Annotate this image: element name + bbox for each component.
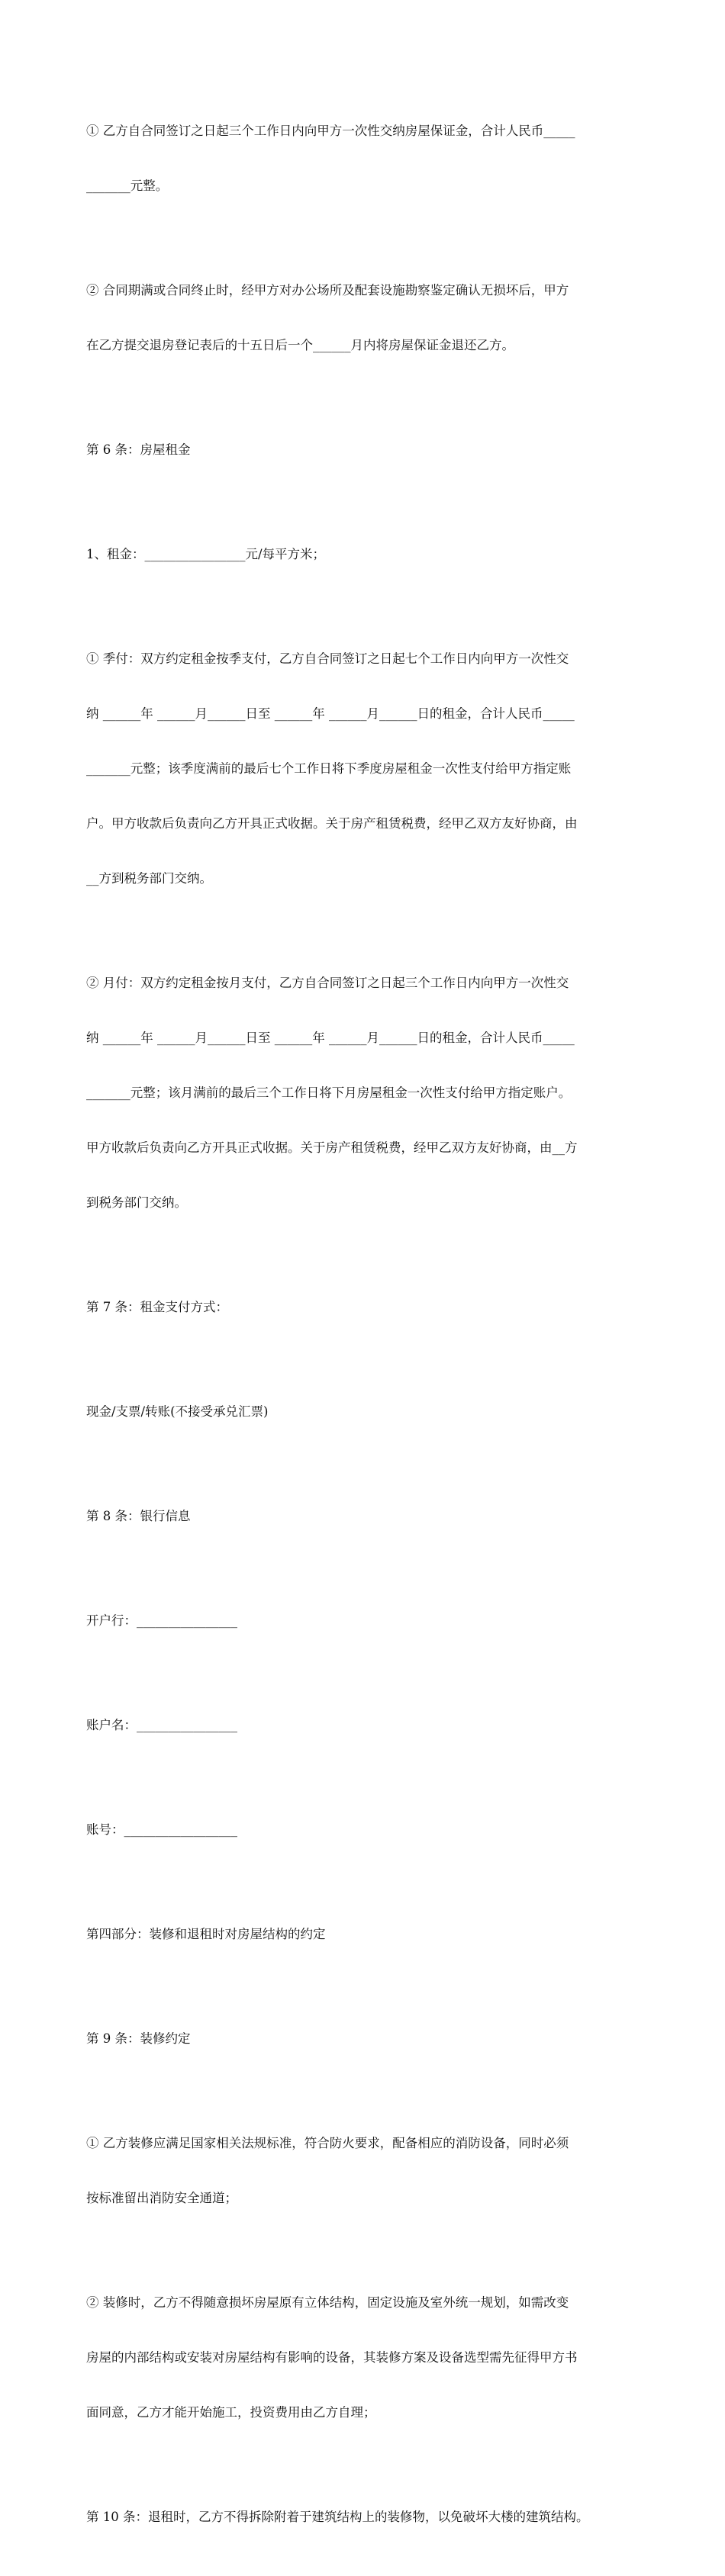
field-account-name [86, 1680, 643, 1771]
text-line: _______元整；该季度满前的最后七个工作日将下季度房屋租金一次性支付给甲方指定账 [86, 761, 572, 776]
text-line: 现金/支票/转账(不接受承兑汇票) [86, 1404, 269, 1419]
article-9-heading [86, 1993, 643, 2085]
text-line: __方到税务部门交纳。 [86, 871, 212, 886]
article-10-paragraph [86, 2471, 643, 2563]
paragraph-payment-methods [86, 1366, 643, 1458]
field-bank-name [86, 1575, 643, 1667]
text-line: 面同意，乙方才能开始施工，投资费用由乙方自理； [86, 2405, 376, 2420]
text-line: 第 9 条：装修约定 [86, 2031, 191, 2046]
text-line: 第 6 条：房屋租金 [86, 442, 191, 457]
text-line: 按标准留出消防安全通道； [86, 2191, 237, 2205]
text-line: 到税务部门交纳。 [86, 1195, 187, 1210]
paragraph-quarterly-payment [86, 613, 643, 925]
paragraph-fire-safety [86, 2098, 643, 2244]
paragraph-rent-rate [86, 509, 643, 600]
text-line: ① 乙方装修应满足国家相关法规标准，符合防火要求，配备相应的消防设备，同时必须 [86, 2136, 569, 2150]
article-8-heading [86, 1471, 643, 1562]
article-7-heading [86, 1262, 643, 1353]
text-line: 账号：__________________ [86, 1822, 237, 1837]
text-line: 1、租金：________________元/每平方米； [86, 547, 326, 561]
text-line: _______元整；该月满前的最后三个工作日将下月房屋租金一次性支付给甲方指定账户。 [86, 1085, 572, 1100]
paragraph-deposit-refund [86, 245, 643, 391]
text-line: _______元整。 [86, 178, 169, 193]
paragraph-renovation-rules [86, 2257, 643, 2459]
part-4-heading [86, 1889, 643, 1980]
text-line: 纳 ______年 ______月______日至 ______年 ______月______日的租金，合计人民币_____ [86, 1031, 575, 1045]
article-6-heading [86, 404, 643, 496]
text-line: 第 8 条：银行信息 [86, 1509, 191, 1523]
field-account-number [86, 1784, 643, 1876]
text-line: 开户行：________________ [86, 1613, 237, 1628]
text-line: 户。甲方收款后负责向乙方开具正式收据。关于房产租赁税费，经甲乙双方友好协商，由 [86, 816, 578, 831]
text-line: 房屋的内部结构或安装对房屋结构有影响的设备，其装修方案及设备选型需先征得甲方书 [86, 2350, 578, 2365]
paragraph-monthly-payment [86, 937, 643, 1249]
paragraph-deposit-payment [86, 85, 643, 232]
text-line: ② 装修时，乙方不得随意损坏房屋原有立体结构，固定设施及室外统一规划，如需改变 [86, 2295, 569, 2310]
text-line: 第四部分：装修和退租时对房屋结构的约定 [86, 1927, 326, 1941]
text-line: 第 10 条：退租时，乙方不得拆除附着于建筑结构上的装修物，以免破坏大楼的建筑结构。 [86, 2510, 589, 2524]
document-body [86, 85, 643, 2576]
text-line: ① 乙方自合同签订之日起三个工作日内向甲方一次性交纳房屋保证金，合计人民币_____ [86, 124, 575, 138]
text-line: ② 月付：双方约定租金按月支付，乙方自合同签订之日起三个工作日内向甲方一次性交 [86, 976, 569, 990]
text-line: 第 7 条：租金支付方式： [86, 1300, 228, 1314]
text-line: ② 合同期满或合同终止时，经甲方对办公场所及配套设施勘察鉴定确认无损坏后，甲方 [86, 283, 569, 297]
text-line: ① 季付：双方约定租金按季支付，乙方自合同签订之日起七个工作日内向甲方一次性交 [86, 651, 569, 666]
text-line: 在乙方提交退房登记表后的十五日后一个______月内将房屋保证金退还乙方。 [86, 338, 514, 352]
text-line: 纳 ______年 ______月______日至 ______年 ______月______日的租金，合计人民币_____ [86, 706, 575, 721]
text-line: 甲方收款后负责向乙方开具正式收据。关于房产租赁税费，经甲乙双方友好协商，由__方 [86, 1140, 578, 1155]
text-line: 账户名：________________ [86, 1718, 237, 1732]
